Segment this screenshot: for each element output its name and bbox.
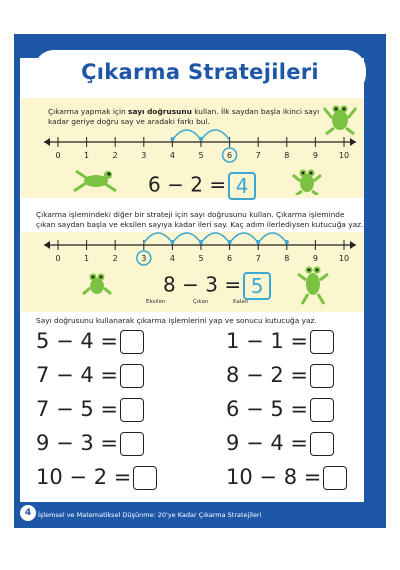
jump-arc	[172, 233, 201, 243]
tick-label: 6	[227, 151, 233, 160]
footer-bar	[14, 502, 386, 528]
tick-label: 8	[284, 254, 290, 263]
tick-label: 5	[198, 151, 204, 160]
tick-label: 5	[198, 254, 204, 263]
tick-label: 1	[84, 254, 90, 263]
tick-label: 0	[55, 151, 61, 160]
exercise-equals: =	[100, 329, 119, 353]
exercise-item	[226, 431, 334, 456]
exercise-subtrahend: 1	[270, 329, 284, 353]
exercise-minus: −	[246, 329, 264, 353]
exercise-equals: =	[290, 329, 309, 353]
s1-line2: kadar geriye doğru say ve aradaki farkı bul.	[48, 117, 210, 126]
tick-label: 4	[169, 151, 175, 160]
arrow-right-icon	[350, 241, 356, 249]
answer-box[interactable]	[120, 330, 144, 354]
exercise-minuend: 6	[226, 397, 240, 421]
s1-line1-post: kullan. İlk saydan başla ikinci sayı	[191, 107, 320, 116]
footer-text: İşlemsel ve Matematiksel Düşünme: 20'ye Kadar Çıkarma Stratejileri	[38, 511, 262, 519]
answer-box[interactable]	[310, 364, 334, 388]
exercise-subtrahend: 2	[93, 465, 108, 489]
exercise-item	[226, 397, 334, 422]
exercise-minuend: 7	[36, 397, 50, 421]
tick-label: 1	[84, 151, 90, 160]
exercise-minus: −	[246, 397, 264, 421]
exercise-subtrahend: 3	[80, 431, 94, 455]
eq2-b: 3	[205, 272, 218, 297]
tick-label: 7	[255, 254, 261, 263]
section3-instruction: Sayı doğrusunu kullanarak çıkarma işlemlerini yap ve sonucu kutucuğa yaz.	[36, 316, 317, 325]
answer-box[interactable]	[310, 432, 334, 456]
jump-arc	[258, 233, 287, 243]
answer-box[interactable]	[310, 398, 334, 422]
exercise-minuend: 7	[36, 363, 50, 387]
eq2-equals: =	[224, 272, 242, 297]
jump-arc	[201, 233, 230, 243]
s1-line1-bold: sayı doğrusunu	[128, 107, 192, 116]
eq1-a: 6	[148, 172, 161, 197]
label-eksilen: Eksilen	[146, 299, 166, 305]
exercise-equals: =	[100, 431, 119, 455]
arc-arrow-icon	[285, 240, 289, 244]
exercise-equals: =	[290, 397, 309, 421]
eq1-b: 2	[190, 172, 203, 197]
frog-icon	[82, 268, 112, 298]
exercise-item	[36, 397, 144, 422]
page-number: 4	[20, 505, 36, 521]
exercise-equals: =	[100, 363, 119, 387]
exercise-item	[36, 329, 144, 354]
tick-label: 9	[312, 151, 318, 160]
exercise-minus: −	[56, 329, 74, 353]
answer-box[interactable]	[120, 364, 144, 388]
eq1-result: 4	[228, 172, 256, 200]
answer-box[interactable]	[133, 466, 157, 490]
answer-box[interactable]	[120, 398, 144, 422]
tick-label: 2	[112, 151, 118, 160]
example-equation-2	[163, 272, 271, 300]
exercise-subtrahend: 5	[270, 397, 284, 421]
tick-label: 3	[141, 254, 147, 263]
label-kalan: Kalan	[233, 299, 249, 305]
exercise-minuend: 1	[226, 329, 240, 353]
exercise-minuend: 9	[36, 431, 50, 455]
exercise-subtrahend: 2	[270, 363, 284, 387]
exercise-subtrahend: 8	[283, 465, 298, 489]
exercise-equals: =	[100, 397, 119, 421]
tick-label: 6	[227, 254, 233, 263]
s2-line1: Çıkarma işlemindeki diğer bir strateji için sayı doğrusunu kullan. Çıkarma işleminde	[36, 210, 345, 219]
exercise-equals: =	[290, 431, 309, 455]
arrow-left-icon	[44, 241, 50, 249]
label-cikan: Çıkan	[193, 299, 209, 305]
eq2-result: 5	[243, 272, 271, 300]
exercise-minuend: 9	[226, 431, 240, 455]
tick-label: 9	[312, 254, 318, 263]
tick-label: 10	[338, 254, 350, 263]
eq1-minus: −	[167, 172, 184, 197]
exercise-item	[36, 431, 144, 456]
answer-box[interactable]	[310, 330, 334, 354]
exercise-minuend: 5	[36, 329, 50, 353]
jump-arc	[144, 233, 173, 243]
exercise-equals: =	[290, 363, 309, 387]
tick-label: 7	[255, 151, 261, 160]
exercise-minus: −	[69, 465, 88, 489]
exercise-minus: −	[56, 363, 74, 387]
frog-icon	[296, 262, 330, 306]
exercise-item	[226, 363, 334, 388]
tick-label: 4	[169, 254, 175, 263]
exercise-minuend: 10	[226, 465, 253, 489]
exercise-minus: −	[56, 397, 74, 421]
exercise-item	[226, 329, 334, 354]
exercise-equals: =	[303, 465, 322, 489]
tick-label: 3	[141, 151, 147, 160]
exercise-minus: −	[246, 363, 264, 387]
exercise-minus: −	[259, 465, 278, 489]
tick-label: 8	[284, 151, 290, 160]
exercise-item	[36, 363, 144, 388]
eq2-minus: −	[182, 272, 199, 297]
tick-label: 0	[55, 254, 61, 263]
exercise-minuend: 10	[36, 465, 63, 489]
exercise-minus: −	[246, 431, 264, 455]
s1-line1-pre: Çıkarma yapmak için	[48, 107, 129, 116]
page-title: Çıkarma Stratejileri	[34, 50, 366, 94]
exercise-item	[36, 465, 157, 490]
exercise-subtrahend: 5	[80, 397, 94, 421]
answer-box[interactable]	[323, 466, 347, 490]
exercise-minus: −	[56, 431, 74, 455]
exercise-subtrahend: 4	[270, 431, 284, 455]
eq2-a: 8	[163, 272, 176, 297]
tick-label: 2	[112, 254, 118, 263]
exercise-equals: =	[113, 465, 132, 489]
exercise-minuend: 8	[226, 363, 240, 387]
eq1-equals: =	[209, 172, 227, 197]
answer-box[interactable]	[120, 432, 144, 456]
exercise-subtrahend: 4	[80, 329, 94, 353]
exercise-subtrahend: 4	[80, 363, 94, 387]
tick-label: 10	[338, 151, 350, 160]
s2-line2: çıkan saydan başla ve eksilen sayıya kadar ileri say. Kaç adım ilerlediysen kutucuğa yaz.	[36, 220, 364, 229]
jump-arc	[230, 233, 259, 243]
exercise-item	[226, 465, 347, 490]
